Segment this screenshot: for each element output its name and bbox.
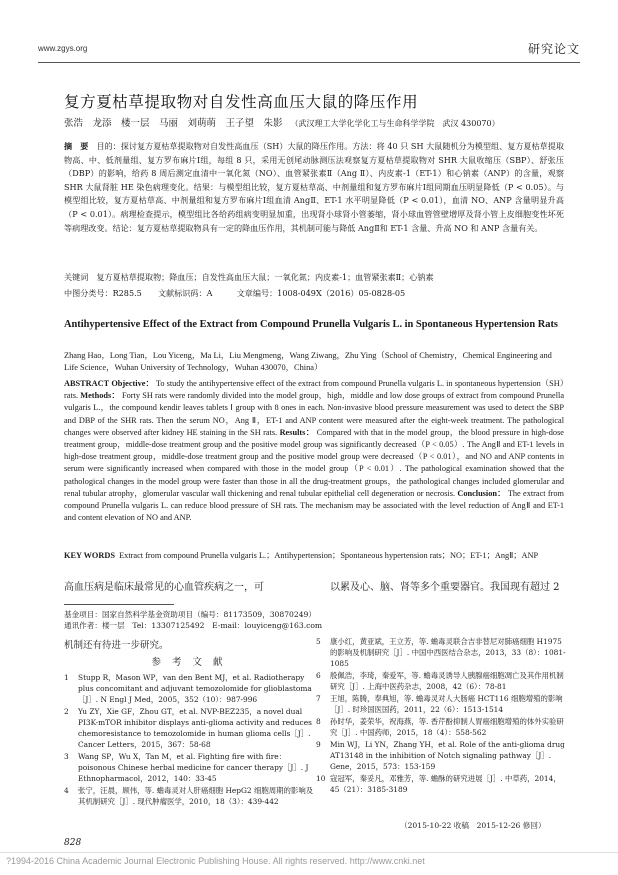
reference-number: 10 (316, 774, 326, 783)
reference-number: 3 (64, 752, 69, 761)
footnote-rule (64, 604, 174, 605)
abstract-zh (64, 140, 564, 235)
authors-zh (64, 115, 500, 129)
objective-text: To study the antihypertensive effect of the extract from compound Prunella vulgaris L. in spontaneous hypertension（SH）rats. (64, 379, 564, 401)
page-number: 828 (64, 838, 82, 848)
abstract-zh-label: 摘 要 (64, 141, 89, 151)
conclusion-label: Conclusion： (457, 488, 506, 498)
section-tag: 研究论文 (527, 42, 580, 56)
reference-text: 孙时华，姜荣华，祝海燕，等. 香芹酚抑制人胃癌细胞增殖的体外实验研究［J］. 中国药师，2015，18（4）：558-562 (330, 717, 564, 737)
reference-number: 8 (316, 717, 321, 726)
keywords-zh-text: 复方夏枯草提取物；降血压；自发性高血压大鼠；一氧化氮；内皮素-1；血管紧张素Ⅱ；心钠素 (96, 272, 434, 282)
reference-number: 9 (316, 740, 321, 749)
results-text: Compared with that in the model group，the blood pressure in high-dose treatment group，middle-dose treatment group and the positive model group was significantly decreased（P < 0.05）. The AngⅡ and ET-1 levels in high-dose treatment group，middle-dose treatment group and the positive model group were decreased（P < 0.01），and NO and ANP contents in serum were significantly increased when compared with those in the model group（P < 0.01）. The pathological examination showed that the pathological changes in the model group were faster than those in all the drug-treatment groups，the pathological changes included glomerular and renal tubular atrophy，glomerular vascular wall thickening and renal tubular epithelial cell degeneration or necrosis. (64, 427, 564, 498)
keywords-zh (64, 272, 434, 283)
affiliation-zh: （武汉理工大学化学化工与生命科学学院 武汉 430070） (290, 119, 500, 128)
results-label: Results： (279, 427, 315, 437)
references-right-column (316, 636, 566, 796)
left-continuation-text: 机制还有待进一步研究。 (64, 640, 169, 651)
references-left-column (64, 640, 314, 808)
reference-text: 寇冠军，秦妥凡，邓雅芳，等. 蟾酥的研究进展［J］. 中草药，2014，45（21）：3185-3189 (330, 774, 561, 794)
reference-text: Wang SP，Wu X，Tan M，et al. Fighting fire with fire：poisonous Chinese herbal medicine for cancer therapy［J］. J Ethnopharmacol，2012，140：33-45 (78, 752, 309, 783)
footer-rule (0, 852, 618, 853)
journal-site: www.zgys.org (38, 44, 88, 53)
footnote-contact: 通讯作者：楼一层 Tel：13307125492 E-mail：louyiceng@163.com (64, 621, 323, 630)
reference-item (64, 751, 314, 784)
body-text-left: 高血压病是临床最常见的心血管疾病之一，可 (64, 582, 264, 593)
reference-number: 1 (64, 673, 69, 682)
reference-number: 5 (316, 637, 321, 646)
reference-item (316, 739, 566, 772)
reference-item (316, 716, 566, 738)
reference-number: 7 (316, 694, 321, 703)
title-zh: 复方夏枯草提取物对自发性高血压大鼠的降压作用 (64, 93, 419, 111)
conclusion-text: The extract from compound Prunella vulgaris L. can reduce blood pressure of SH rats. The mechanism may be associated with the level reduction of AngⅡ and ET-1 and content elevation of NO and ANP. (64, 488, 564, 523)
copyright-footer: ?1994-2016 China Academic Journal Electronic Publishing House. All rights reserved. http://www.cnki.net (6, 856, 425, 866)
keywords-zh-label: 关键词 (64, 272, 89, 282)
methods-text: Forty SH rats were randomly divided into the model group，high，middle and low dose groups of extract from compound Prunella vulgaris L.，the compound kendir leaves tablets Ⅰ group with 8 ones in each. Non-invasive blood pressure measurement was used to detect the SBP and DBP of the SHR rats. Then the serum NO，Ang Ⅱ，ET-1 and ANP content were measured after the eight-week treatment. The pathological changes were observed after kidney HE staining in the SH rats. (64, 391, 565, 437)
reference-item (316, 636, 566, 669)
reference-text: Stupp R，Mason WP，van den Bent MJ，et al. Radiotherapy plus concomitant and adjuvant temozolomide for glioblastoma［J］. N Engl J Med，2005，352（10）：987-996 (78, 673, 312, 704)
abstract-zh-text: 目的：探讨复方夏枯草提取物对自发性高血压（SH）大鼠的降压作用。方法：将 40 只 SH 大鼠随机分为模型组、复方夏枯草提取物高、中、低剂量组、复方罗布麻片Ⅰ组，每组 8 只，采用无创尾动脉测压法观察复方夏枯草提取物对 SHR 大鼠收缩压（SBP）、舒张压（DBP）的影响，给药 8 周后测定血清中一氧化氮（NO）、血管紧张素Ⅱ（Ang Ⅱ）、内皮素-1（ET-1）和心钠素（ANP）的含量，观察 SHR 大鼠肾脏 HE 染色病理变化。结果：与模型组比较，复方夏枯草高、中剂量组和复方罗布麻片Ⅰ组同期血压明显降低（P < 0.05）。与模型组比较，复方夏枯草高、中剂量组和复方罗布麻片Ⅰ组血清 AngⅡ、ET-1 水平明显降低（P < 0.01），血清 NO、ANP 含量明显升高（P < 0.01）。病理检查提示，模型组比各给药组病变明显加重，出现肾小球肾小管萎缩，肾小球血管管壁增厚及肾小管上皮细胞变性坏死等病理改变。结论：复方夏枯草提取物具有一定的降血压作用，其机制可能与降低 AngⅡ和 ET-1 含量、升高 NO 和 ANP 含量有关。 (64, 141, 564, 233)
reference-text: 殷佩浩，李琦，秦爱军，等. 蟾毒灵诱导人胰腺癌细胞凋亡及其作用机制研究［J］. 上海中医药杂志，2008，42（6）：78-81 (330, 671, 564, 691)
classification-line: 中图分类号：R285.5 文献标识码：A 文章编号：1008-049X（2016）05-0828-05 (64, 288, 406, 298)
reference-text: 张宁，汪晨，顾伟，等. 蟾毒灵对人肝癌细胞 HepG2 细胞周期的影响及其机制研究［J］. 现代肿瘤医学，2010，18（3）：439-442 (78, 786, 314, 806)
reference-text: Yu ZY，Xie GF，Zhou GT，et al. NVP-BEZ235，a novel dual PI3K-mTOR inhibitor displays anti-glioma activity and reduces chemoresistance to temozolomide in human glioma cells［J］. Cancer Letters，2015，367：58-68 (78, 707, 312, 749)
body-text-right: 以累及心、脑、肾等多个重要器官。我国现有超过 2 (330, 582, 560, 593)
reference-text: Min WJ，Li YN，Zhang YH，et al. Role of the anti-glioma drug AT13148 in the inhibition of Notch signaling pathway［J］. Gene，2015，573：153-159 (330, 740, 565, 771)
references-list-right (316, 636, 566, 795)
author-names-zh: 张浩 龙添 楼一层 马丽 刘萌萌 王子望 朱影 (64, 118, 283, 129)
reference-item (316, 670, 566, 692)
received-dates: （2015-10-22 收稿 2015-12-26 修回） (400, 821, 546, 830)
reference-item (316, 693, 566, 715)
authors-en: Zhang Hao，Long Tian，Lou Yiceng，Ma Li，Liu Mengmeng，Wang Ziwang，Zhu Ying（School of Chemistry，Chemical Engineering and Life Science，Wuhan University of Technology，Wuhan 430070，China） (64, 351, 552, 372)
keywords-en-label: KEY WORDS (64, 551, 115, 560)
reference-text: 康小红，黄亚斌，王立芳，等. 蟾毒灵联合吉非替尼对肺癌细胞 H1975 的影响及机制研究［J］. 中国中西医结合杂志，2013，33（8）：1081-1085 (330, 637, 566, 668)
reference-item (64, 672, 314, 705)
references-list-left (64, 672, 314, 807)
abstract-en-label: ABSTRACT (64, 379, 110, 388)
methods-label: Methods： (80, 391, 120, 401)
reference-item (316, 773, 566, 795)
keywords-en (64, 550, 564, 562)
title-en: Antihypertensive Effect of the Extract from Compound Prunella Vulgaris L. in Spontaneous Hypertension Rats (64, 319, 558, 330)
reference-item (64, 706, 314, 750)
references-heading: 参 考 文 献 (151, 657, 227, 668)
reference-number: 4 (64, 786, 69, 795)
objective-label: Objective： (111, 379, 154, 388)
footnote-fund: 基金项目：国家自然科学基金资助项目（编号：81173509，30870249） (64, 610, 316, 619)
keywords-en-text: Extract from compound Prunella vulgaris L.；Antihypertension；Spontaneous hypertension rats；NO；ET-1；AngⅡ；ANP (119, 551, 539, 560)
reference-number: 6 (316, 671, 321, 680)
header-rule (38, 62, 580, 63)
abstract-en (64, 378, 564, 524)
reference-item (64, 785, 314, 807)
reference-text: 王旭，陈腾，奉典旭，等. 蟾毒灵对人大肠癌 HCT116 细胞增殖的影响［J］. 时珍国医国药，2011，22（6）：1513-1514 (330, 694, 563, 714)
reference-number: 2 (64, 707, 69, 716)
